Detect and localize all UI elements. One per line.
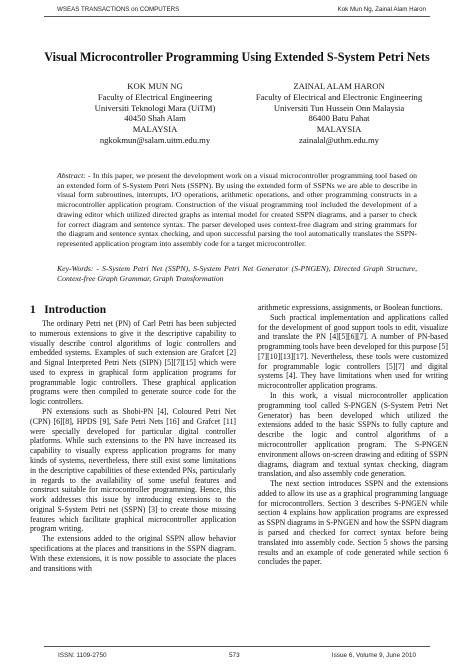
section-title: Introduction <box>44 304 107 316</box>
author-university: Universiti Teknologi Mara (UiTM) <box>94 102 216 113</box>
author-department: Faculty of Electrical and Electronic Engineering <box>255 91 423 102</box>
section-number: 1 <box>30 304 36 316</box>
author-department: Faculty of Electrical Engineering <box>97 91 213 102</box>
header-rule <box>44 16 430 17</box>
left-column <box>30 319 236 573</box>
paragraph: PN extensions such as Shobi-PN [4], Coloured Petri Net (CPN) [6][8], HPDS [9], Safe Petri Nets [16] and Grafcet [11] were specially developed for particular digital controller platforms. While such extensions to the PN have increased its capability to visually express application programs for many kinds of systems, nevertheless, there still exist some limitations in the descriptive capabilities of these extended PNs, particularly in regards to the availability of some useful features and construct suitable for microcontroller programming. Hence, this work addresses this issue by introducing extensions to the original S-System Petri net (SSPN) [3] to create those missing features which facilitate graphical microcontroller application program writing. <box>30 407 236 534</box>
paragraph: The extensions added to the original SSPN allow behavior specifications at the places and transitions in the SSPN diagram. With these extensions, it is now possible to associate the places and transitions with <box>30 534 236 573</box>
author-name: ZAINAL ALAM HARON <box>293 81 385 91</box>
paragraph: arithmetic expressions, assignments, or Boolean functions. <box>258 303 443 312</box>
paragraph: Such practical implementation and applications called for the development of good support tools to edit, visualize and translate the PN [4][5][6][7]. A number of PN-based programming tools have been developed for this purpose [5][7][10][13][17]. Nevertheless, these tools were customized for programmable logic controllers [5][7] and digital systems [4]. They have limitations when used for writing microcontroller application programs. <box>258 312 448 391</box>
author-name: KOK MUN NG <box>127 81 183 91</box>
author-university: Universiti Tun Hussein Onn Malaysia <box>273 102 405 113</box>
author-block-1 <box>55 81 255 146</box>
author-city: 40450 Shah Alam <box>124 113 186 124</box>
abstract-label: Abstract: - <box>57 171 91 180</box>
right-column <box>258 303 448 567</box>
author-country: MALAYSIA <box>132 124 178 135</box>
paragraph: In this work, a visual microcontroller application programming tool called S-PNGEN (S-System Petri Net Generator) has been developed which utilized the extensions added to the basic SSPNs to fully capture and describe the logic and control algorithms of a microcontroller application program. The S-PNGEN environment allows on-screen drawing and editing of SSPN diagrams, diagram and textual syntax checking, diagram translation, and also assembly code generation. <box>258 391 448 479</box>
author-country: MALAYSIA <box>316 124 362 135</box>
author-city: 86400 Batu Pahat <box>308 113 370 124</box>
keywords <box>57 264 417 283</box>
keywords-text: S-System Petri Net (SSPN), S-System Petri Net Generator (S-PNGEN), Directed Graph Structure, Context-free Graph Grammar, Graph Transformation <box>57 264 418 283</box>
keywords-label: Key-Words: - <box>57 264 100 273</box>
author-email: ngkokmun@salam.uitm.edu.my <box>99 134 211 145</box>
author-block-2 <box>239 81 439 146</box>
footer-issn: ISSN: 1109-2750 <box>58 652 107 659</box>
footer-page-number: 573 <box>229 652 240 659</box>
abstract <box>57 171 417 249</box>
abstract-text: In this paper, we present the development work on a visual microcontroller programming tool based on an extended form of S-System Petri Nets (SSPN). By using the extended form of SSPNs we are able to describe in visual form subroutines, interrupts, I/O operations, arithmetic operations, and other programming constructs in a microcontroller application program. Construction of the visual programming tool included the development of a drawing editor which utilized directed graphs as internal model for created SSPN diagrams, and a parser to check for correct diagram and sentence syntax. The parser developed uses context-free diagram and string grammars for the diagram and sentence syntax checking, and upon successful parsing the tool automatically translates the SSPN-represented application program into assembly code for a target microcontroller. <box>57 171 418 248</box>
section-heading <box>30 304 106 316</box>
footer-rule <box>44 646 430 647</box>
paper-title: Visual Microcontroller Programming Using Extended S-System Petri Nets <box>44 50 430 64</box>
footer-issue: Issue 6, Volume 9, June 2010 <box>331 652 416 659</box>
paragraph: The ordinary Petri net (PN) of Carl Petri has been subjected to numerous extensions to give it the descriptive capability to visually describe control algorithms of logic controllers and embedded systems. Examples of such extension are Grafcet [2] and Signal Interpreted Petri Nets (SIPN) [5][7][15] which were used to express in graphical form application programs for programmable logic controllers. These graphical application programs were then compiled to generate source code for the logic controllers. <box>30 319 236 407</box>
paragraph: The next section introduces SSPN and the extensions added to allow its use as a graphical programming language for microcontrollers. Section 3 describes S-PNGEN while section 4 explains how application programs are expressed as SSPN diagrams in S-PNGEN and how the SSPN diagram is parsed and checked for correct syntax before being translated into assembly code. Section 5 shows the parsing results and an example of code generated while section 6 concludes the paper. <box>258 479 448 567</box>
author-email: zainalal@uthm.edu.my <box>299 134 379 145</box>
running-header-authors: Kok Mun Ng, Zainal Alam Haron <box>337 6 426 13</box>
running-header-journal: WSEAS TRANSACTIONS on COMPUTERS <box>57 6 180 13</box>
